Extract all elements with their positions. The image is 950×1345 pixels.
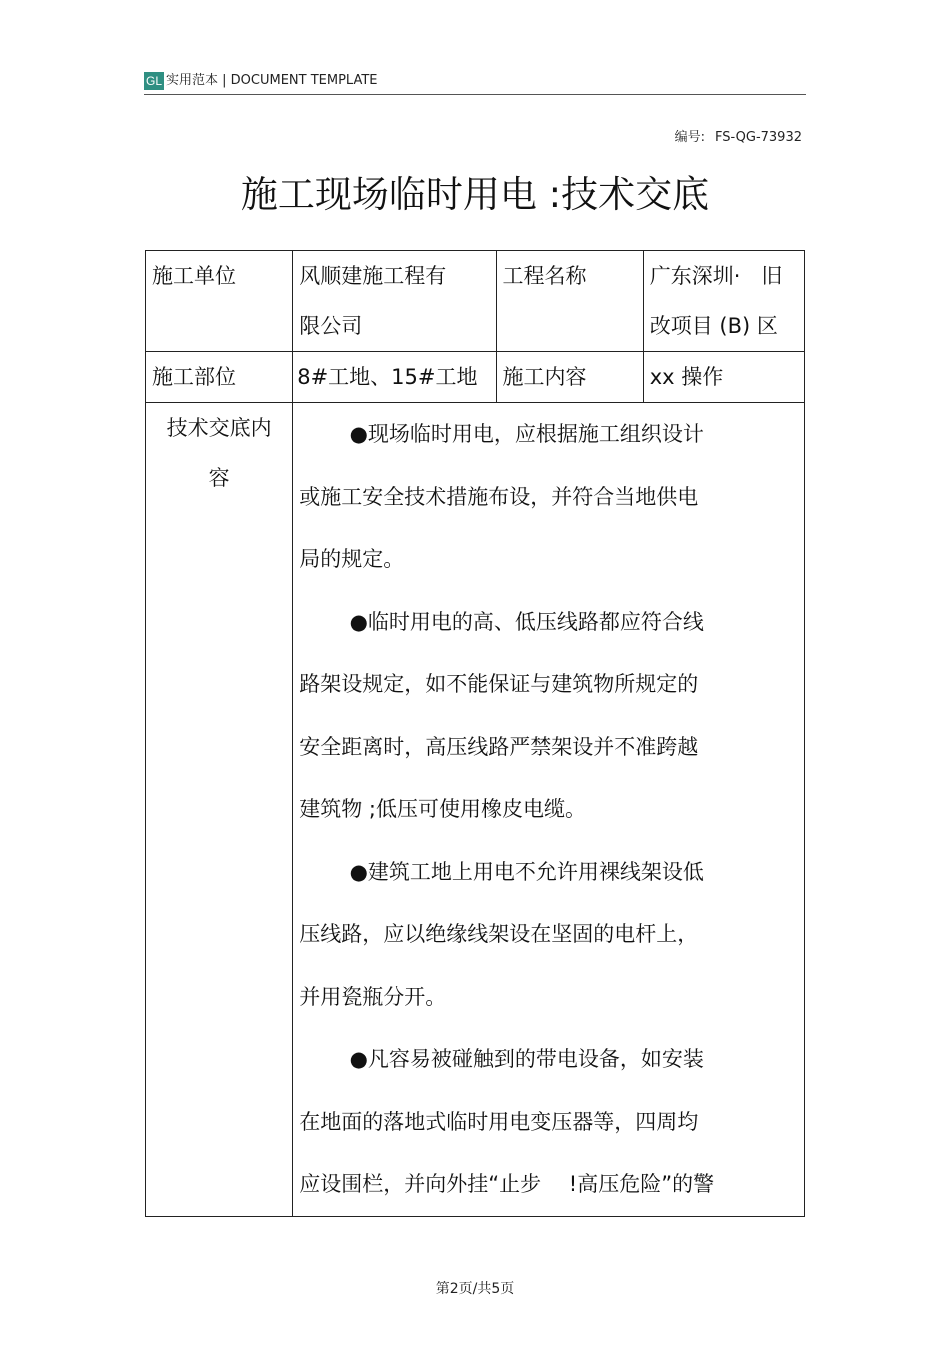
value-construction-content: xx 操作 [643, 352, 804, 403]
content-line: 或施工安全技术措施布设，并符合当地供电 [299, 484, 699, 509]
content-line: ●凡容易被碰触到的带电设备，如安装 [349, 1047, 704, 1071]
page-header [144, 70, 806, 95]
logo: GL [146, 74, 163, 88]
value-line: 限公司 [299, 314, 363, 338]
label-construction-site: 施工部位 [146, 352, 293, 403]
label-line: 技术交底内 [166, 416, 272, 440]
content-line: 压线路，应以绝缘线架设在坚固的电杆上， [299, 922, 699, 946]
table-row [146, 403, 805, 1217]
label-line: 容 [208, 466, 230, 490]
page-footer: 第2页/共5页 [435, 1281, 515, 1297]
value-line: 风顺建施工程有 [299, 264, 447, 288]
value-construction-unit [293, 251, 496, 352]
table-row [146, 352, 805, 403]
page-title: 施工现场临时用电 :技术交底 [240, 173, 710, 216]
content-line: 路架设规定，如不能保证与建筑物所规定的 [299, 672, 699, 696]
value-line: 改项目 (B) 区 [649, 314, 778, 338]
content-line: 建筑物 ;低压可使用橡皮电缆。 [299, 797, 586, 821]
disclosure-content [293, 403, 805, 1217]
label-construction-unit: 施工单位 [146, 251, 293, 352]
content-line: 并用瓷瓶分开。 [299, 984, 447, 1009]
label-disclosure-content [146, 403, 293, 1217]
table-row [146, 251, 805, 352]
content-line: ●现场临时用电，应根据施工组织设计 [349, 422, 704, 446]
content-line: 在地面的落地式临时用电变压器等，四周均 [299, 1109, 699, 1134]
label-project-name: 工程名称 [496, 251, 643, 352]
document-number-value: FS-QG-73932 [714, 130, 802, 145]
value-construction-site: 8#工地、15#工地 [293, 352, 496, 403]
content-line: 应设围栏，并向外挂“止步 !高压危险”的警 [299, 1172, 715, 1196]
header-text: 实用范本 | DOCUMENT TEMPLATE [166, 73, 378, 88]
content-line: 局的规定。 [299, 547, 405, 571]
content-line: 安全距离时，高压线路严禁架设并不准跨越 [299, 734, 699, 759]
label-construction-content: 施工内容 [496, 352, 643, 403]
content-line: ●建筑工地上用电不允许用裸线架设低 [349, 859, 704, 884]
document-number [675, 126, 802, 145]
value-line: 广东深圳· 旧 [649, 264, 783, 288]
disclosure-form-table [145, 250, 805, 1217]
value-project-name [643, 251, 804, 352]
content-line: ●临时用电的高、低压线路都应符合线 [349, 609, 704, 634]
document-number-label: 编号: [674, 130, 705, 145]
